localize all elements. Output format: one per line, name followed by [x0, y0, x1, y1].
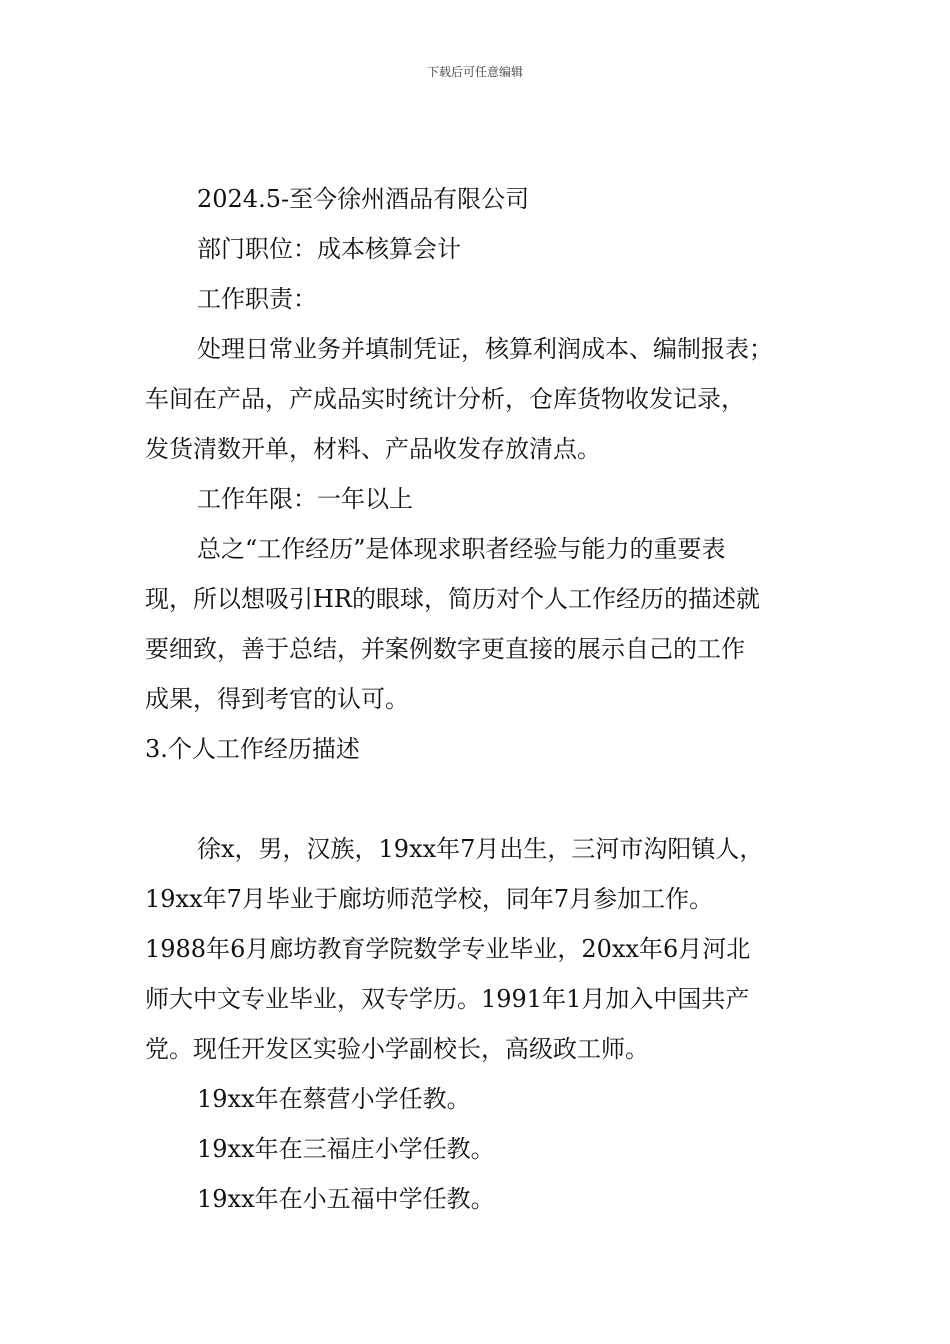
text-line-10: 要细致，善于总结，并案例数字更直接的展示自己的工作	[145, 635, 745, 663]
text-line-21: 19xx年在小五福中学任教。	[197, 1185, 495, 1213]
page-header: 下载后可任意编辑	[426, 65, 523, 79]
text-line-7: 工作年限：一年以上	[197, 485, 413, 513]
text-line-8: 总之“工作经历”是体现求职者经验与能力的重要表	[197, 535, 726, 563]
text-line-16: 1988年6月廊坊教育学院数学专业毕业，20xx年6月河北	[145, 935, 751, 963]
text-line-18: 党。现任开发区实验小学副校长，高级政工师。	[145, 1035, 649, 1063]
section-heading: 3.个人工作经历描述	[145, 735, 360, 763]
text-line-19: 19xx年在蔡营小学任教。	[197, 1085, 471, 1113]
document-body	[145, 174, 810, 1224]
text-line-2: 部门职位：成本核算会计	[197, 235, 461, 263]
text-line-15: 19xx年7月毕业于廊坊师范学校，同年7月参加工作。	[145, 885, 714, 913]
text-line-6: 发货清数开单，材料、产品收发存放清点。	[145, 435, 601, 463]
text-line-3: 工作职责：	[197, 285, 317, 313]
text-line-5: 车间在产品，产成品实时统计分析，仓库货物收发记录，	[145, 385, 745, 413]
text-line-14: 徐x，男，汉族，19xx年7月出生，三河市沟阳镇人，	[197, 835, 764, 863]
text-line-4: 处理日常业务并填制凭证，核算利润成本、编制报表；	[197, 335, 773, 363]
text-line-9: 现，所以想吸引HR的眼球，简历对个人工作经历的描述就	[145, 585, 760, 613]
text-line-11: 成果，得到考官的认可。	[145, 685, 409, 713]
text-line-20: 19xx年在三福庄小学任教。	[197, 1135, 495, 1163]
text-line-1: 2024.5-至今徐州酒品有限公司	[197, 185, 530, 213]
blank-line	[145, 774, 810, 824]
text-line-17: 师大中文专业毕业，双专学历。1991年1月加入中国共产	[145, 985, 750, 1013]
